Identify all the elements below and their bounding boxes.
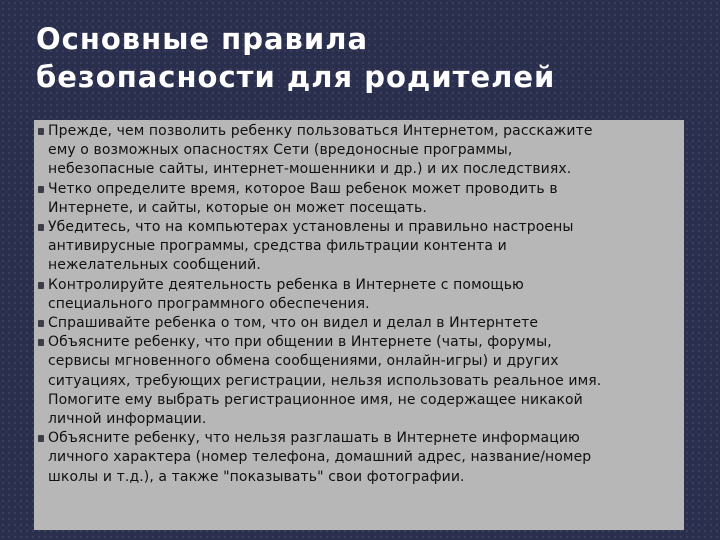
bullet-item-7 bbox=[34, 429, 684, 487]
title-line-1: Основные правила bbox=[36, 22, 369, 56]
bullet-item-2 bbox=[34, 180, 684, 218]
bullet-item-4 bbox=[34, 276, 684, 314]
bullet-text-line: небезопасные сайты, интернет-мошенники и др.) и их последствиях. bbox=[48, 161, 572, 178]
bullet-text-line: Объясните ребенку, что при общении в Интернете (чаты, форумы, bbox=[48, 334, 552, 351]
bullet-text-line: школы и т.д.), а также "показывать" свои фотографии. bbox=[48, 468, 465, 485]
bullet-text-line: нежелательных сообщений. bbox=[48, 257, 261, 274]
bullet-text-line: специального программного обеспечения. bbox=[48, 295, 370, 312]
bullet-text-line: личного характера (номер телефона, домашний адрес, название/номер bbox=[48, 449, 592, 466]
bullet-icon bbox=[38, 224, 44, 231]
bullet-text-line: ему о возможных опасностях Сети (вредоносные программы, bbox=[48, 142, 513, 159]
bullet-icon bbox=[38, 320, 44, 327]
bullet-text-line: личной информации. bbox=[48, 411, 207, 428]
bullet-text-line: Прежде, чем позволить ребенку пользоваться Интернетом, расскажите bbox=[48, 123, 593, 139]
bullet-text-line: сервисы мгновенного обмена сообщениями, онлайн-игры) и других bbox=[48, 353, 559, 370]
bullet-text-line: Убедитесь, что на компьютерах установлены и правильно настроены bbox=[48, 219, 574, 236]
bullet-list bbox=[34, 120, 684, 487]
bullet-text-line: Четко определите время, которое Ваш ребенок может проводить в bbox=[48, 180, 558, 197]
bullet-text-line: Объясните ребенку, что нельзя разглашать в Интернете информацию bbox=[48, 430, 580, 447]
bullet-icon bbox=[38, 339, 44, 346]
bullet-icon bbox=[38, 282, 44, 289]
bullet-icon bbox=[38, 186, 44, 193]
bullet-text-line: Интернете, и сайты, которые он может посещать. bbox=[48, 199, 427, 216]
bullet-text-line: антивирусные программы, средства фильтрации контента и bbox=[48, 238, 507, 255]
content-panel bbox=[34, 120, 684, 530]
bullet-item-5 bbox=[34, 314, 684, 333]
bullet-icon bbox=[38, 435, 44, 442]
title-line-2: безопасности для родителей bbox=[36, 60, 556, 94]
bullet-text-line: ситуациях, требующих регистрации, нельзя использовать реальное имя. bbox=[48, 372, 602, 389]
bullet-item-6 bbox=[34, 333, 684, 429]
slide-title bbox=[36, 6, 696, 110]
bullet-icon bbox=[38, 128, 44, 135]
bullet-text-line: Контролируйте деятельность ребенка в Интернете с помощью bbox=[48, 276, 524, 293]
bullet-item-1 bbox=[34, 122, 684, 180]
bullet-text-line: Помогите ему выбрать регистрационное имя, не содержащее никакой bbox=[48, 391, 583, 408]
bullet-item-3 bbox=[34, 218, 684, 276]
bullet-text-line: Спрашивайте ребенка о том, что он видел и делал в Интернтете bbox=[48, 315, 539, 332]
